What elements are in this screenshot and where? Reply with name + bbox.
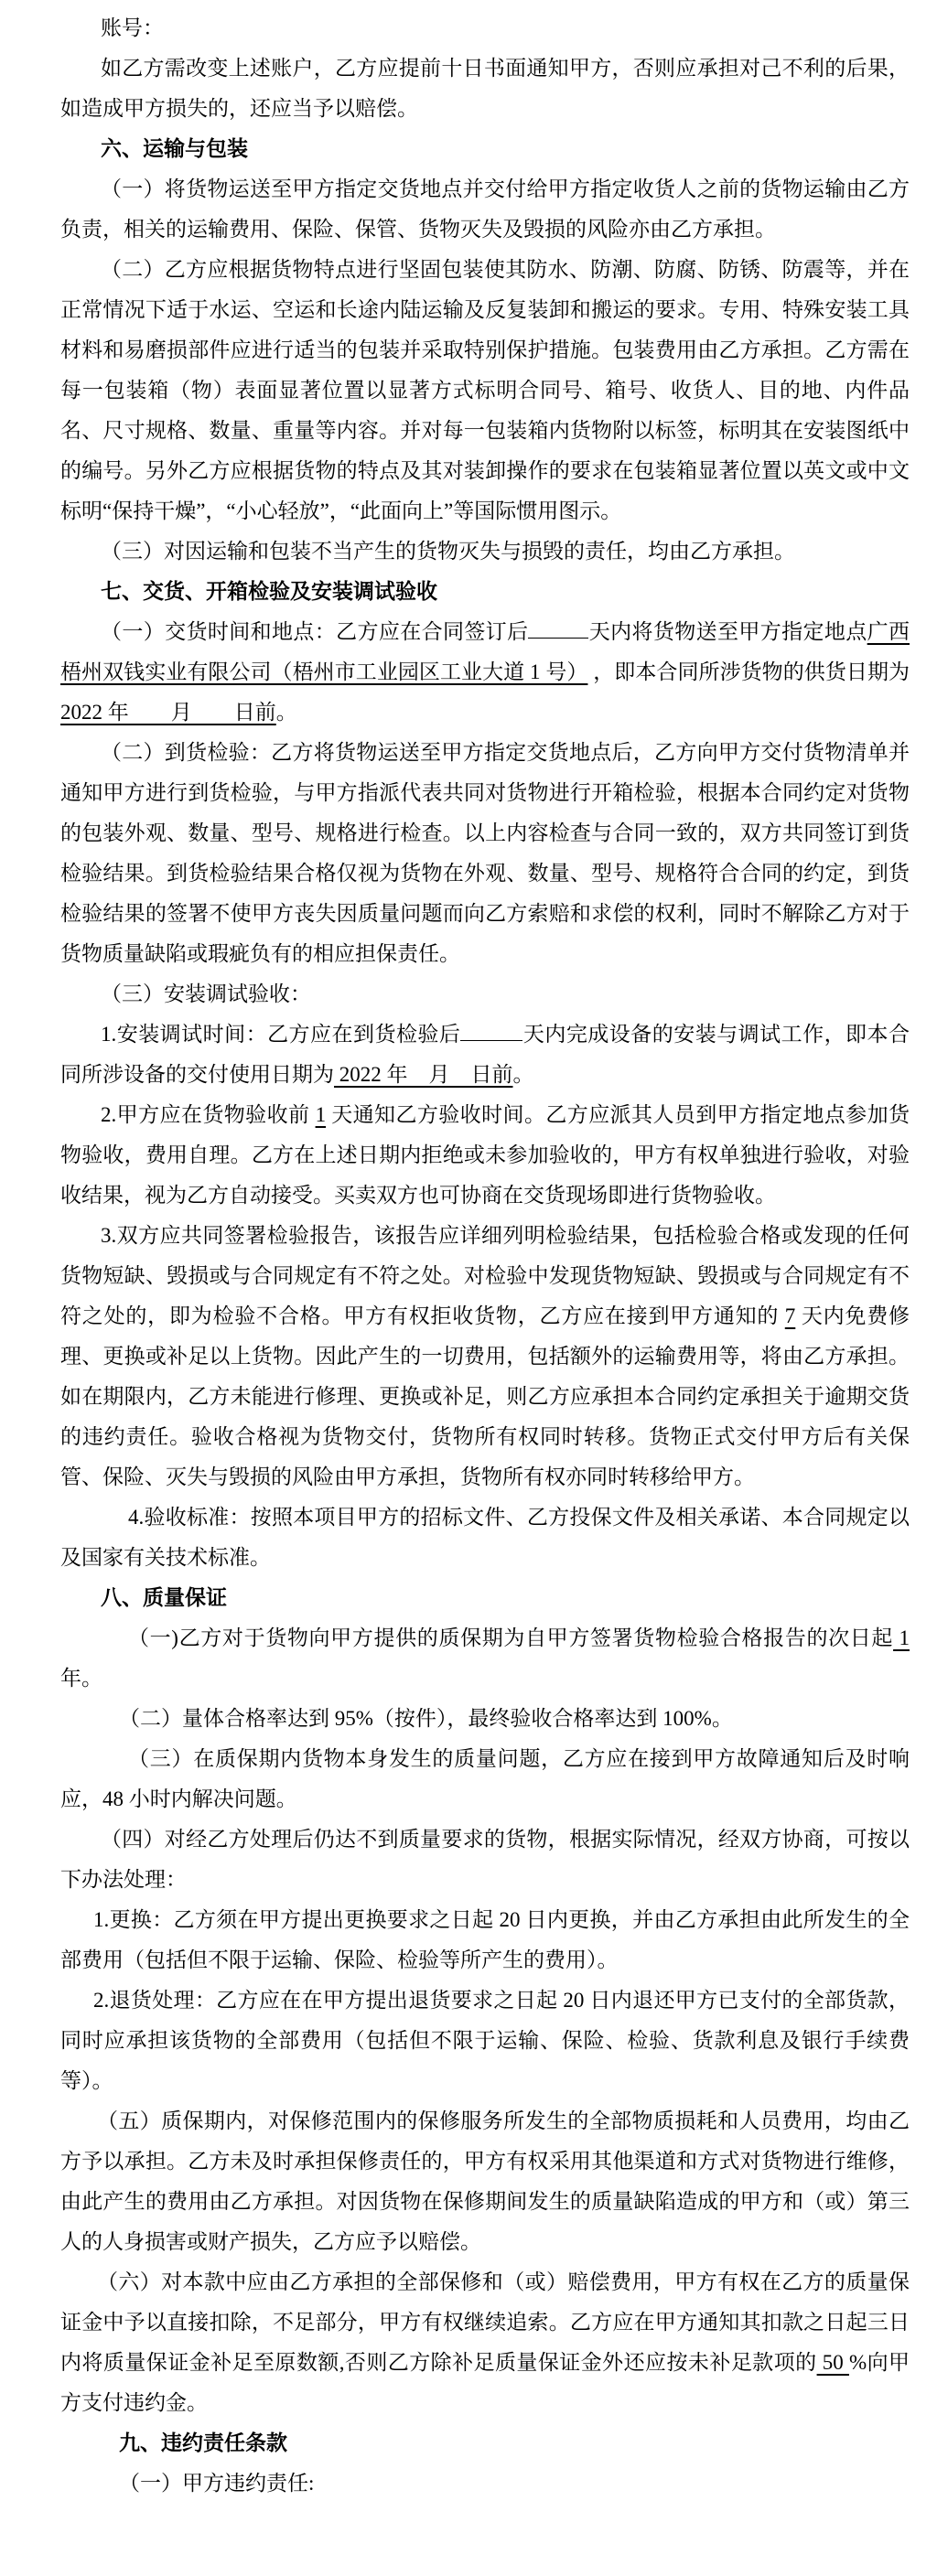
- text-run: （三）安装调试验收：: [101, 982, 311, 1005]
- underlined-text: 1: [315, 1103, 327, 1126]
- contract-paragraph: [60, 1014, 910, 1095]
- contract-paragraph: [60, 8, 910, 48]
- contract-paragraph: [60, 1095, 910, 1216]
- section-heading: [60, 572, 910, 612]
- underlined-text: 2022 年 月 日前: [60, 701, 276, 724]
- underlined-text: 广西梧州双钱实业有限公司（梧州市工业园区工业大道 1 号）: [60, 620, 910, 683]
- text-run: （一)乙方对于货物向甲方提供的质保期为自甲方签署货物检验合格报告的次日起: [128, 1626, 894, 1649]
- underlined-text: 50: [816, 2351, 849, 2374]
- text-run: 2.退货处理：乙方应在在甲方提出退货要求之日起 20 日内退还甲方已支付的全部货款，同时应承担该货物的全部费用（包括但不限于运输、保险、检验、货款利息及银行手续费等）。: [60, 1989, 910, 2092]
- text-run: 。: [275, 701, 297, 724]
- text-run: 1.安装调试时间：乙方应在到货检验后: [101, 1023, 461, 1046]
- text-run: 天内免费修理、更换或补足以上货物。因此产生的一切费用，包括额外的运输费用等，将由乙方承担。如在期限内，乙方未能进行修理、更换或补足，则乙方应承担本合同约定承担关于逾期交货的违约责任。验收合格视为货物交付，货物所有权同时转移。货物正式交付甲方后有关保管、保险、灭失与毁损的风险由甲方承担，货物所有权亦同时转移给甲方。: [60, 1304, 910, 1488]
- contract-paragraph: [60, 1819, 910, 1900]
- text-run: 天内完成设备的安装与调试工作，即本合同所涉设备的交付使用日期为: [60, 1023, 910, 1086]
- text-run: （二）到货检验：乙方将货物运送至甲方指定交货地点后，乙方向甲方交付货物清单并通知甲方进行到货检验，与甲方指派代表共同对货物进行开箱检验，根据本合同约定对货物的包装外观、数量、型号、规格进行检查。以上内容检查与合同一致的，双方共同签订到货检验结果。到货检验结果合格仅视为货物在外观、数量、型号、规格符合合同的约定，到货检验结果的签署不使甲方丧失因质量问题而向乙方索赔和求偿的权利，同时不解除乙方对于货物质量缺陷或瑕疵负有的相应担保责任。: [60, 741, 910, 965]
- contract-paragraph: [60, 2101, 910, 2262]
- contract-paragraph: [60, 1497, 910, 1578]
- text-run: 天通知乙方验收时间。乙方应派其人员到甲方指定地点参加货物验收，费用自理。乙方在上述日期内拒绝或未参加验收的，甲方有权单独进行验收，对验收结果，视为乙方自动接受。买卖双方也可协商在交货现场即进行货物验收。: [60, 1103, 910, 1207]
- contract-paragraph: [60, 1739, 910, 1819]
- text-run: 2.甲方应在货物验收前: [101, 1103, 316, 1126]
- text-run: 1.更换：乙方须在甲方提出更换要求之日起 20 日内更换，并由乙方承担由此所发生的全部费用（包括但不限于运输、保险、检验等所产生的费用）。: [60, 1908, 910, 1971]
- section-heading: [60, 1578, 910, 1618]
- underlined-text: 2022 年 月 日前: [334, 1063, 513, 1086]
- contract-paragraph: [60, 1618, 910, 1699]
- underlined-text: 7: [784, 1304, 796, 1327]
- section-heading: [60, 129, 910, 169]
- text-run: （一）甲方违约责任:: [119, 2472, 315, 2495]
- contract-paragraph: [60, 250, 910, 531]
- fill-in-blank-line: [528, 617, 588, 639]
- section-heading: [60, 2423, 910, 2463]
- text-run: 七、交货、开箱检验及安装调试验收: [101, 580, 437, 603]
- text-run: （二）量体合格率达到 95%（按件），最终验收合格率达到 100%。: [119, 1707, 733, 1730]
- text-run: （五）质保期内，对保修范围内的保修服务所发生的全部物质损耗和人员费用，均由乙方予以承担。乙方未及时承担保修责任的，甲方有权采用其他渠道和方式对货物进行维修，由此产生的费用由乙方承担。对因货物在保修期间发生的质量缺陷造成的甲方和（或）第三人的人身损害或财产损失，乙方应予以赔偿。: [60, 2109, 910, 2253]
- text-run: （一）将货物运送至甲方指定交货地点并交付给甲方指定收货人之前的货物运输由乙方负责，相关的运输费用、保险、保管、货物灭失及毁损的风险亦由乙方承担。: [60, 177, 910, 241]
- text-run: （三）在质保期内货物本身发生的质量问题，乙方应在接到甲方故障通知后及时响应，48 小时内解决问题。: [60, 1747, 910, 1810]
- text-run: （六）对本款中应由乙方承担的全部保修和（或）赔偿费用，甲方有权在乙方的质量保证金中予以直接扣除，不足部分，甲方有权继续追索。乙方应在甲方通知其扣款之日起三日内将质量保证金补足至原数额,否则乙方除补足质量保证金外还应按未补足款项的: [60, 2270, 910, 2374]
- text-run: 八、质量保证: [101, 1586, 227, 1609]
- contract-body: [60, 8, 910, 2504]
- text-run: 天内将货物送至甲方指定地点: [588, 620, 867, 643]
- text-run: 。: [512, 1063, 534, 1086]
- text-run: （三）对因运输和包装不当产生的货物灭失与损毁的责任，均由乙方承担。: [101, 540, 795, 563]
- text-run: 九、违约责任条款: [119, 2431, 287, 2454]
- contract-paragraph: [60, 1980, 910, 2101]
- underlined-text: 1: [893, 1626, 910, 1649]
- contract-paragraph: [60, 169, 910, 250]
- contract-paragraph: [60, 1216, 910, 1497]
- contract-paragraph: [60, 2463, 910, 2504]
- text-run: 六、运输与包装: [101, 137, 248, 160]
- fill-in-blank-line: [460, 1020, 522, 1041]
- text-run: %向甲方支付违约金。: [60, 2351, 910, 2414]
- text-run: （四）对经乙方处理后仍达不到质量要求的货物，根据实际情况，经双方协商，可按以下办法处理：: [60, 1828, 910, 1891]
- contract-paragraph: [60, 974, 910, 1014]
- contract-paragraph: [60, 612, 910, 733]
- contract-paragraph: [60, 1699, 910, 1739]
- text-run: 账号：: [101, 16, 164, 39]
- contract-paragraph: [60, 531, 910, 572]
- text-run: 3.双方应共同签署检验报告，该报告应详细列明检验结果，包括检验合格或发现的任何货物短缺、毁损或与合同规定有不符之处。对检验中发现货物短缺、毁损或与合同规定有不符之处的，即为检验不合格。甲方有权拒收货物，乙方应在接到甲方通知的: [60, 1224, 910, 1327]
- contract-paragraph: [60, 2262, 910, 2423]
- text-run: 如乙方需改变上述账户，乙方应提前十日书面通知甲方，否则应承担对己不利的后果，如造成甲方损失的，还应当予以赔偿。: [60, 57, 910, 120]
- text-run: （二）乙方应根据货物特点进行坚固包装使其防水、防潮、防腐、防锈、防震等，并在正常情况下适于水运、空运和长途内陆运输及反复装卸和搬运的要求。专用、特殊安装工具材料和易磨损部件应进行适当的包装并采取特别保护措施。包装费用由乙方承担。乙方需在每一包装箱（物）表面显著位置以显著方式标明合同号、箱号、收货人、目的地、内件品名、尺寸规格、数量、重量等内容。并对每一包装箱内货物附以标签，标明其在安装图纸中的编号。另外乙方应根据货物的特点及其对装卸操作的要求在包装箱显著位置以英文或中文标明“保持干燥”，“小心轻放”，“此面向上”等国际惯用图示。: [60, 258, 910, 522]
- text-run: 年。: [60, 1667, 102, 1690]
- contract-paragraph: [60, 733, 910, 974]
- text-run: 4.验收标准：按照本项目甲方的招标文件、乙方投保文件及相关承诺、本合同规定以及国家有关技术标准。: [60, 1506, 910, 1569]
- text-run: （一）交货时间和地点：乙方应在合同签订后: [101, 620, 529, 643]
- contract-paragraph: [60, 48, 910, 129]
- text-run: ，即本合同所涉货物的供货日期为: [587, 660, 910, 683]
- contract-paragraph: [60, 1900, 910, 1980]
